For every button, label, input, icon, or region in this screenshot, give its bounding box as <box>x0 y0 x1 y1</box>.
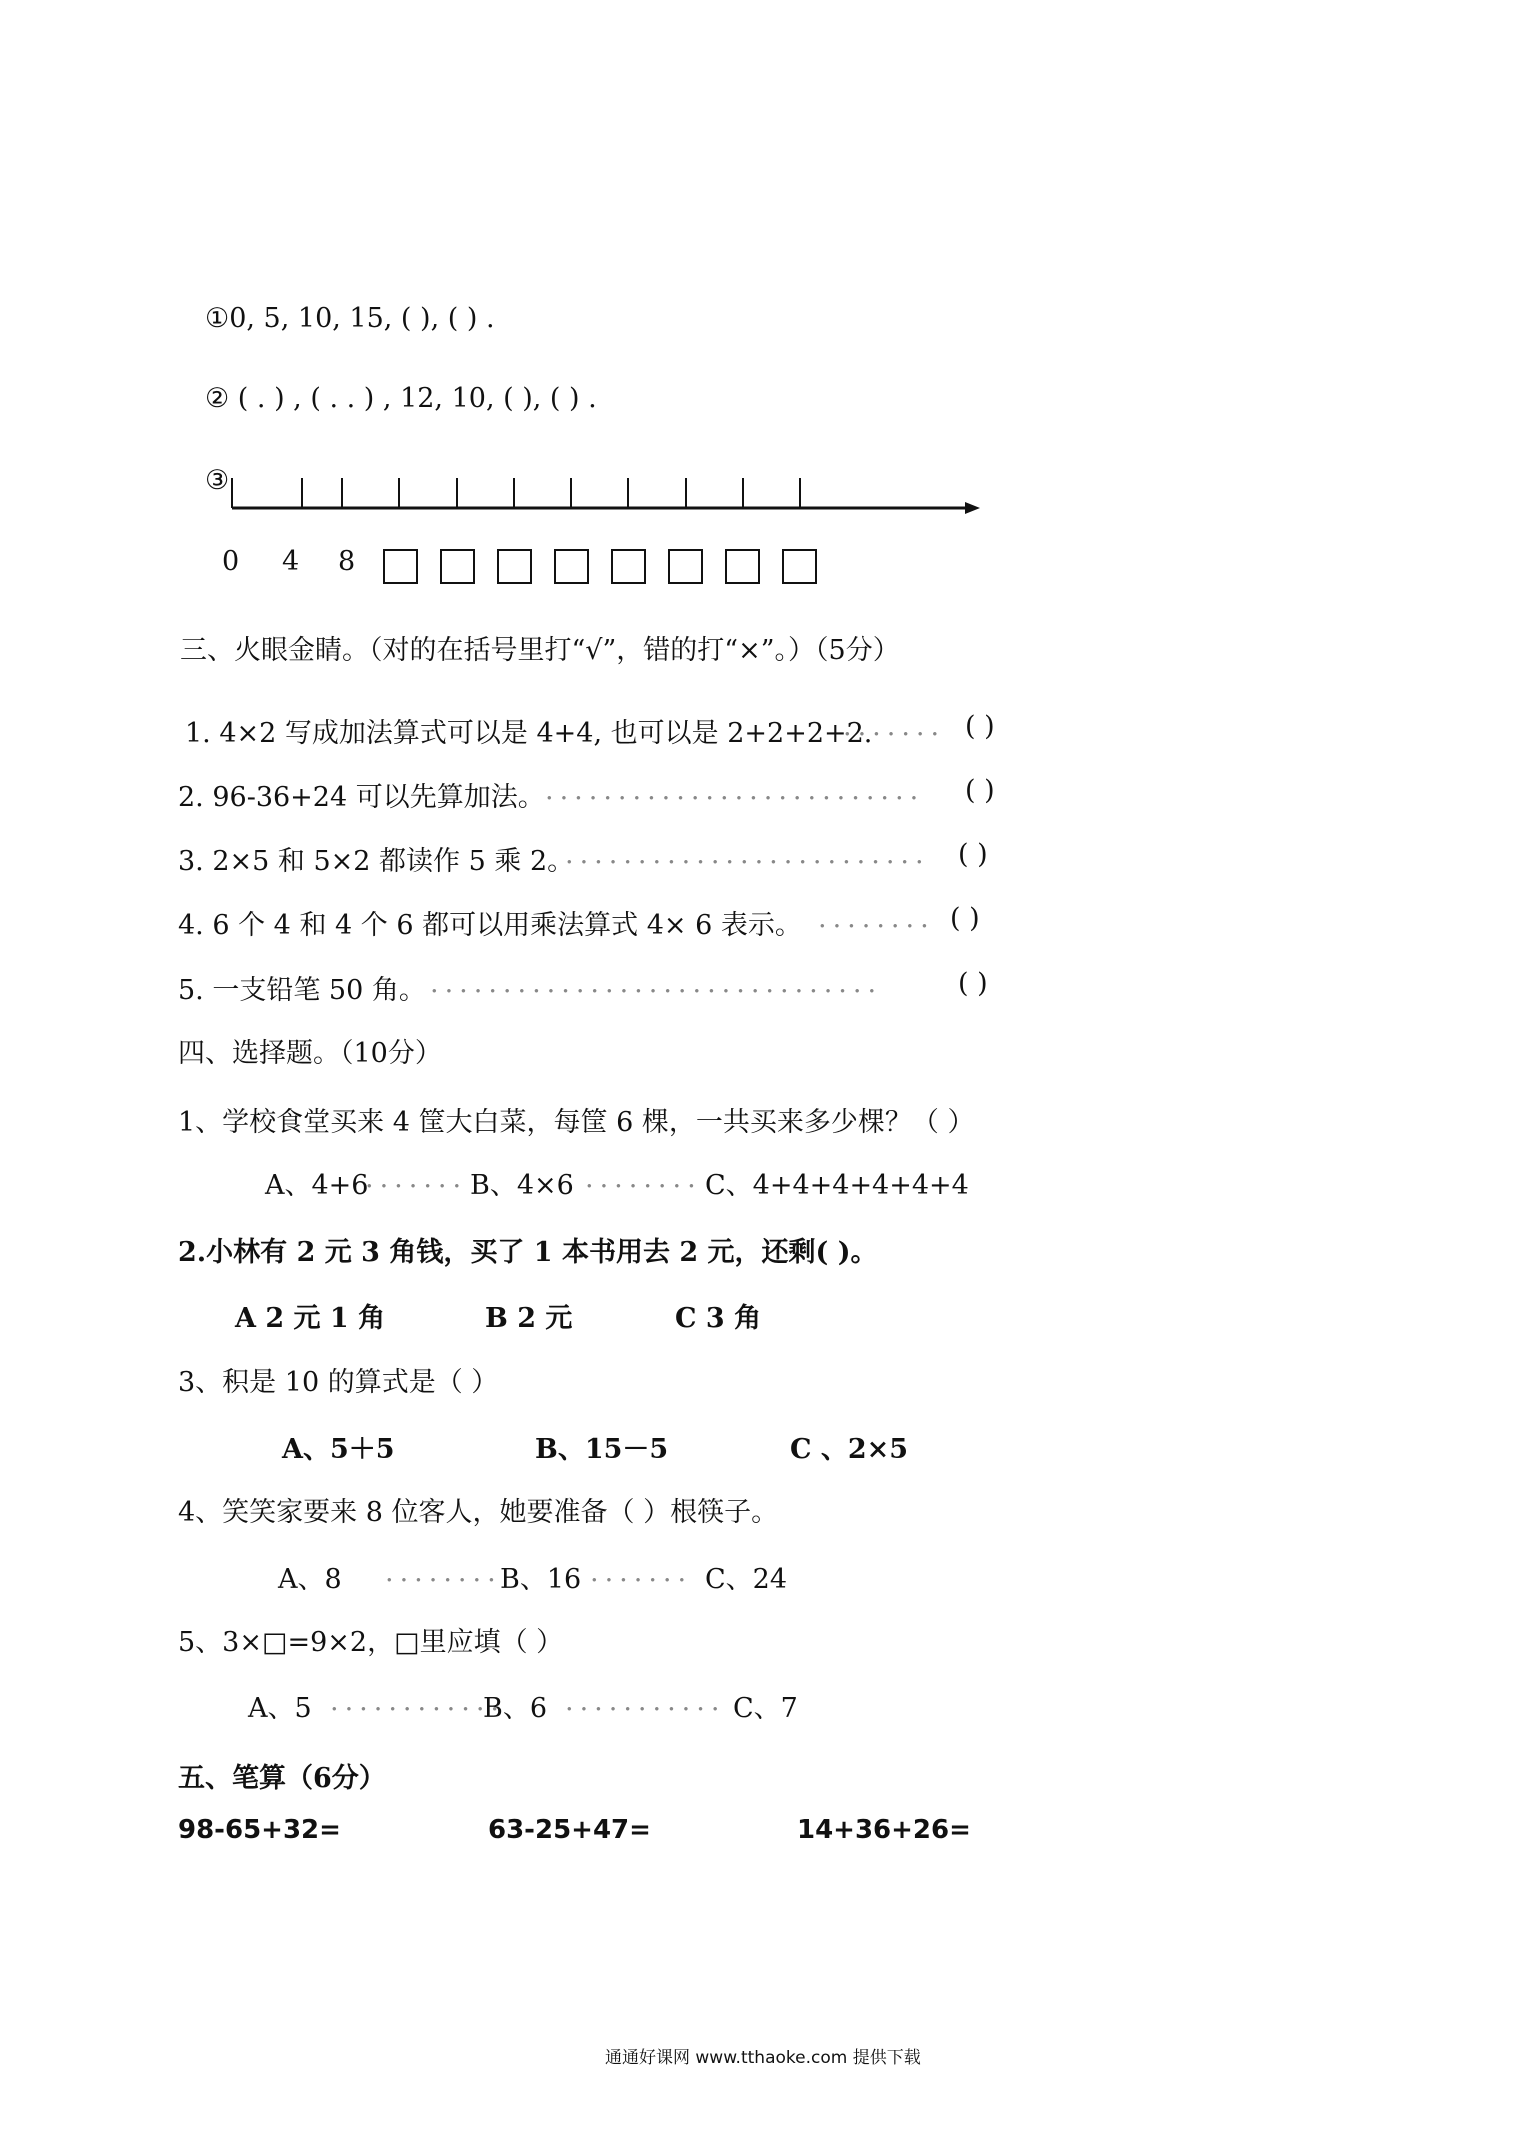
choice-question-2: 2.小林有 2 元 3 角钱，买了 1 本书用去 2 元，还剩( )。 <box>178 1237 878 1268</box>
q5-option-a[interactable]: A、5 <box>248 1693 312 1724</box>
q2-option-b[interactable]: B 2 元 <box>485 1303 573 1334</box>
answer-box[interactable] <box>383 549 418 584</box>
dot-leader: ........... <box>565 1686 726 1717</box>
expression-2: 63-25+47= <box>488 1815 651 1845</box>
number-4: 4 <box>282 546 300 577</box>
dot-leader: ....... <box>843 711 946 742</box>
dot-leader: ....... <box>365 1163 468 1194</box>
q2-option-a[interactable]: A 2 元 1 角 <box>235 1303 386 1334</box>
judge-paren-3[interactable]: ( ) <box>958 839 988 870</box>
dot-leader: ........ <box>818 903 935 934</box>
dot-leader: ......................... <box>565 839 930 870</box>
q5-option-b[interactable]: B、6 <box>483 1693 548 1724</box>
judge-item-5: 5. 一支铅笔 50 角。 <box>178 975 426 1006</box>
judge-paren-2[interactable]: ( ) <box>965 775 995 806</box>
choice-question-1: 1、学校食堂买来 4 筐大白菜，每筐 6 棵，一共买来多少棵？（ ） <box>178 1107 975 1138</box>
q1-option-b[interactable]: B、4×6 <box>470 1170 574 1201</box>
judge-item-2: 2. 96-36+24 可以先算加法。 <box>178 782 545 813</box>
q4-option-b[interactable]: B、16 <box>500 1564 582 1595</box>
choice-question-4: 4、笑笑家要来 8 位客人，她要准备（ ）根筷子。 <box>178 1497 779 1528</box>
dot-leader: ............................... <box>430 968 883 999</box>
number-0: 0 <box>222 546 240 577</box>
footer-credit: 通通好课网 www.tthaoke.com 提供下载 <box>605 2048 921 2068</box>
answer-box[interactable] <box>440 549 475 584</box>
answer-box[interactable] <box>668 549 703 584</box>
answer-box[interactable] <box>782 549 817 584</box>
sequence-2: ② ( . ) , ( . . ) , 12, 10, ( ), ( ) . <box>205 383 597 414</box>
judge-item-3: 3. 2×5 和 5×2 都读作 5 乘 2。 <box>178 846 575 877</box>
expression-1: 98-65+32= <box>178 1815 341 1845</box>
answer-box[interactable] <box>497 549 532 584</box>
dot-leader: ....... <box>590 1557 693 1588</box>
q1-option-c[interactable]: C、4+4+4+4+4+4 <box>705 1170 969 1201</box>
answer-box[interactable] <box>725 549 760 584</box>
q4-option-a[interactable]: A、8 <box>278 1564 342 1595</box>
q4-option-c[interactable]: C、24 <box>705 1564 788 1595</box>
dot-leader: .......................... <box>545 775 925 806</box>
q3-option-a[interactable]: A、5＋5 <box>282 1434 395 1465</box>
expression-3: 14+36+26= <box>797 1815 971 1845</box>
judge-item-1: 1. 4×2 写成加法算式可以是 4+4, 也可以是 2+2+2+2. <box>185 718 873 749</box>
choice-question-3: 3、积是 10 的算式是（ ） <box>178 1367 499 1398</box>
dot-leader: ........ <box>385 1557 502 1588</box>
answer-box[interactable] <box>554 549 589 584</box>
judge-item-4: 4. 6 个 4 和 4 个 6 都可以用乘法算式 4× 6 表示。 <box>178 910 802 941</box>
dot-leader: ............ <box>330 1686 505 1717</box>
q1-option-a[interactable]: A、4+6 <box>265 1170 369 1201</box>
judge-paren-1[interactable]: ( ) <box>965 711 995 742</box>
choice-question-5: 5、3×□=9×2，□里应填（ ） <box>178 1627 564 1658</box>
section-3-title: 三、火眼金睛。（对的在括号里打“√”，错的打“×”。）（5分） <box>180 635 900 666</box>
q3-option-b[interactable]: B、15－5 <box>535 1434 669 1465</box>
answer-box[interactable] <box>611 549 646 584</box>
q2-option-c[interactable]: C 3 角 <box>675 1303 762 1334</box>
section-5-title: 五、笔算（6分） <box>178 1763 386 1794</box>
number-8: 8 <box>338 546 356 577</box>
section-4-title: 四、选择题。（10分） <box>178 1038 442 1069</box>
q3-option-c[interactable]: C 、2×5 <box>790 1434 909 1465</box>
q5-option-c[interactable]: C、7 <box>733 1693 798 1724</box>
judge-paren-4[interactable]: ( ) <box>950 903 980 934</box>
sequence-3-marker: ③ <box>205 465 230 496</box>
dot-leader: ........ <box>585 1163 702 1194</box>
judge-paren-5[interactable]: ( ) <box>958 968 988 999</box>
sequence-1: ①0, 5, 10, 15, ( ), ( ) . <box>205 303 495 334</box>
